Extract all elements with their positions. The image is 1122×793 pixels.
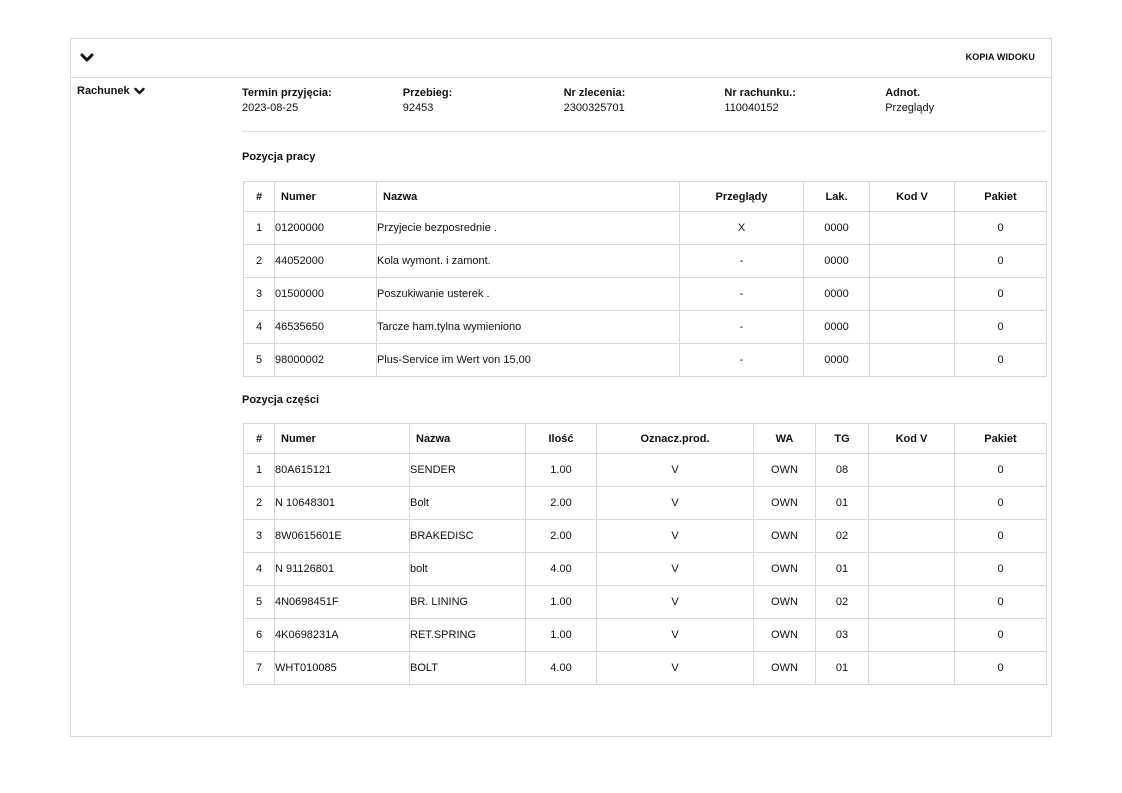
parts-section-title: Pozycja części [242, 394, 320, 406]
table-row [244, 586, 1047, 619]
cell-przeglady: - [680, 245, 804, 278]
work-section-title: Pozycja pracy [242, 151, 316, 163]
cell-pakiet: 0 [955, 344, 1047, 377]
column-header: Pakiet [955, 424, 1047, 454]
cell-nazwa: Przyjecie bezposrednie . [377, 212, 680, 245]
divider [242, 131, 1046, 132]
cell-ilosc: 2.00 [526, 487, 597, 520]
cell-oznacz: V [597, 454, 754, 487]
cell-nazwa: Plus-Service im Wert von 15,00 [377, 344, 680, 377]
cell-nazwa: BOLT [410, 652, 526, 685]
cell-wa: OWN [754, 652, 816, 685]
table-row [244, 454, 1047, 487]
cell-oznacz: V [597, 553, 754, 586]
cell-tg: 01 [816, 487, 869, 520]
cell-ilosc: 4.00 [526, 553, 597, 586]
cell-przeglady: X [680, 212, 804, 245]
cell-pakiet: 0 [955, 652, 1047, 685]
cell-numer: 01500000 [275, 278, 377, 311]
cell-numer: WHT010085 [275, 652, 410, 685]
cell-pakiet: 0 [955, 454, 1047, 487]
cell-pakiet: 0 [955, 553, 1047, 586]
cell-oznacz: V [597, 586, 754, 619]
cell-numer: 98000002 [275, 344, 377, 377]
table-row [244, 652, 1047, 685]
cell-kodv [869, 553, 955, 586]
work-table [243, 181, 1047, 377]
info-label: Przebieg: [402, 87, 453, 99]
cell-kodv [869, 619, 955, 652]
cell-lak: 0000 [804, 212, 870, 245]
info-label: Nr rachunku.: [724, 87, 796, 99]
cell-idx: 5 [244, 344, 275, 377]
column-header: Nazwa [377, 182, 680, 212]
table-row [244, 278, 1047, 311]
cell-nazwa: RET.SPRING [410, 619, 526, 652]
invoice-info [242, 86, 1046, 116]
cell-kodv [869, 652, 955, 685]
cell-lak: 0000 [804, 245, 870, 278]
cell-numer: 80A615121 [275, 454, 410, 487]
cell-tg: 02 [816, 520, 869, 553]
table-row [244, 344, 1047, 377]
cell-pakiet: 0 [955, 212, 1047, 245]
cell-pakiet: 0 [955, 619, 1047, 652]
section-label: Rachunek [77, 85, 130, 97]
info-value: 92453 [402, 102, 434, 114]
cell-oznacz: V [597, 652, 754, 685]
cell-idx: 3 [244, 278, 275, 311]
cell-lak: 0000 [804, 344, 870, 377]
cell-numer: 44052000 [275, 245, 377, 278]
cell-tg: 02 [816, 586, 869, 619]
info-value: 110040152 [724, 102, 779, 114]
column-header: Przeglądy [680, 182, 804, 212]
cell-idx: 1 [244, 212, 275, 245]
cell-przeglady: - [680, 311, 804, 344]
cell-pakiet: 0 [955, 586, 1047, 619]
kopia-widoku-button[interactable]: KOPIA WIDOKU [965, 52, 1035, 62]
cell-numer: 4N0698451F [275, 586, 410, 619]
info-termin [242, 86, 403, 116]
cell-numer: 01200000 [275, 212, 377, 245]
cell-pakiet: 0 [955, 245, 1047, 278]
column-header: Lak. [804, 182, 870, 212]
cell-pakiet: 0 [955, 520, 1047, 553]
cell-nazwa: Tarcze ham.tylna wymieniono [377, 311, 680, 344]
column-header: Oznacz.prod. [597, 424, 754, 454]
column-header: Kod V [870, 182, 955, 212]
table-row [244, 212, 1047, 245]
panel-header [71, 39, 1051, 78]
cell-kodv [870, 278, 955, 311]
cell-tg: 01 [816, 652, 869, 685]
table-row [244, 520, 1047, 553]
cell-wa: OWN [754, 487, 816, 520]
column-header: # [244, 182, 275, 212]
cell-kodv [870, 245, 955, 278]
cell-ilosc: 1.00 [526, 454, 597, 487]
cell-lak: 0000 [804, 311, 870, 344]
cell-idx: 2 [244, 245, 275, 278]
cell-nazwa: Bolt [410, 487, 526, 520]
info-nr-rachunku [724, 86, 885, 116]
cell-kodv [869, 520, 955, 553]
cell-nazwa: BRAKEDISC [410, 520, 526, 553]
cell-ilosc: 1.00 [526, 586, 597, 619]
cell-wa: OWN [754, 553, 816, 586]
cell-kodv [869, 454, 955, 487]
cell-numer: 4K0698231A [275, 619, 410, 652]
cell-idx: 5 [244, 586, 275, 619]
table-row [244, 553, 1047, 586]
cell-nazwa: Poszukiwanie usterek . [377, 278, 680, 311]
chevron-down-icon [134, 87, 145, 96]
table-row [244, 619, 1047, 652]
cell-kodv [869, 586, 955, 619]
cell-przeglady: - [680, 278, 804, 311]
cell-kodv [870, 212, 955, 245]
cell-kodv [870, 344, 955, 377]
column-header: Nazwa [410, 424, 526, 454]
rachunek-section-toggle[interactable] [77, 85, 145, 97]
cell-idx: 7 [244, 652, 275, 685]
cell-oznacz: V [597, 520, 754, 553]
cell-oznacz: V [597, 619, 754, 652]
info-label: Nr zlecenia: [563, 87, 626, 99]
invoice-panel [70, 38, 1052, 737]
cell-pakiet: 0 [955, 487, 1047, 520]
cell-nazwa: SENDER [410, 454, 526, 487]
info-value: 2300325701 [563, 102, 625, 114]
cell-nazwa: Kola wymont. i zamont. [377, 245, 680, 278]
info-label: Adnot. [885, 87, 921, 99]
cell-przeglady: - [680, 344, 804, 377]
cell-pakiet: 0 [955, 311, 1047, 344]
cell-nazwa: BR. LINING [410, 586, 526, 619]
column-header: Ilość [526, 424, 597, 454]
table-row [244, 311, 1047, 344]
cell-idx: 3 [244, 520, 275, 553]
column-header: Numer [275, 424, 410, 454]
cell-idx: 6 [244, 619, 275, 652]
cell-wa: OWN [754, 454, 816, 487]
info-value: Przeglądy [885, 102, 935, 114]
cell-numer: N 10648301 [275, 487, 410, 520]
column-header: Kod V [869, 424, 955, 454]
column-header: # [244, 424, 275, 454]
table-row [244, 245, 1047, 278]
cell-ilosc: 2.00 [526, 520, 597, 553]
info-nr-zlecenia [564, 86, 725, 116]
info-adnot [885, 86, 1046, 116]
cell-tg: 08 [816, 454, 869, 487]
cell-idx: 1 [244, 454, 275, 487]
cell-ilosc: 4.00 [526, 652, 597, 685]
cell-wa: OWN [754, 520, 816, 553]
cell-kodv [870, 311, 955, 344]
info-przebieg [403, 86, 564, 116]
cell-lak: 0000 [804, 278, 870, 311]
cell-tg: 01 [816, 553, 869, 586]
cell-numer: 46535650 [275, 311, 377, 344]
info-label: Termin przyjęcia: [242, 87, 332, 99]
cell-numer: N 91126801 [275, 553, 410, 586]
table-row [244, 487, 1047, 520]
cell-wa: OWN [754, 619, 816, 652]
cell-pakiet: 0 [955, 278, 1047, 311]
info-value: 2023-08-25 [242, 102, 299, 114]
column-header: Numer [275, 182, 377, 212]
chevron-down-icon[interactable] [80, 52, 94, 64]
parts-table [243, 423, 1047, 685]
column-header: TG [816, 424, 869, 454]
cell-kodv [869, 487, 955, 520]
cell-idx: 2 [244, 487, 275, 520]
column-header: Pakiet [955, 182, 1047, 212]
cell-numer: 8W0615601E [275, 520, 410, 553]
cell-oznacz: V [597, 487, 754, 520]
column-header: WA [754, 424, 816, 454]
cell-nazwa: bolt [410, 553, 526, 586]
cell-tg: 03 [816, 619, 869, 652]
table-header-row [244, 424, 1047, 454]
cell-ilosc: 1.00 [526, 619, 597, 652]
cell-idx: 4 [244, 311, 275, 344]
table-header-row [244, 182, 1047, 212]
cell-wa: OWN [754, 586, 816, 619]
cell-idx: 4 [244, 553, 275, 586]
